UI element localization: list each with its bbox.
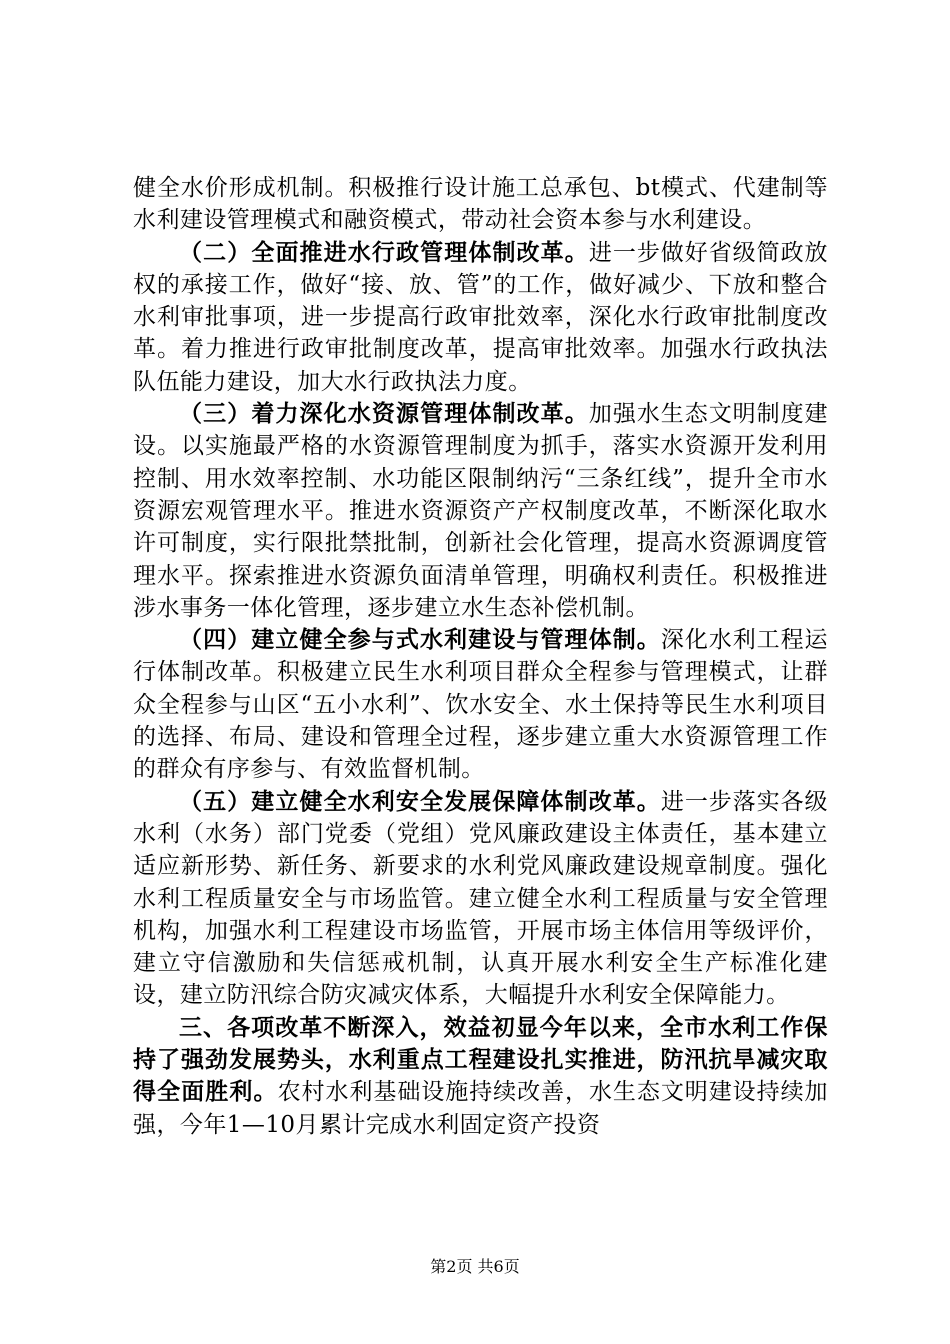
paragraph-6-text: 农村水利基础设施持续改善，水生态文明建设持续加强，今年1—10月累计完成水利固定资产投资 xyxy=(133,1079,828,1138)
paragraph-5 xyxy=(133,786,828,1012)
section-heading-5: （五）建立健全水利安全发展保障体制改革。 xyxy=(179,788,661,815)
document-body xyxy=(133,172,828,1141)
paragraph-3-text: 加强水生态文明制度建设。以实施最严格的水资源管理制度为抓手，落实水资源开发利用控制、用水效率控制、水功能区限制纳污“三条红线”，提升全市水资源宏观管理水平。推进水资源资产产权制度改革，不断深化取水许可制度，实行限批禁批制，创新社会化管理，提高水资源调度管理水平。探索推进水资源负面清单管理，明确权利责任。积极推进涉水事务一体化管理，逐步建立水生态补偿机制。 xyxy=(133,401,829,621)
paragraph-4 xyxy=(133,624,828,785)
paragraph-6 xyxy=(133,1012,828,1141)
paragraph-4-text: 深化水利工程运行体制改革。积极建立民生水利项目群众全程参与管理模式，让群众全程参与山区“五小水利”、饮水安全、水土保持等民生水利项目的选择、布局、建设和管理全过程，逐步建立重大水资源管理工作的群众有序参与、有效监督机制。 xyxy=(133,627,829,783)
paragraph-5-text: 进一步落实各级水利（水务）部门党委（党组）党风廉政建设主体责任，基本建立适应新形势、新任务、新要求的水利党风廉政建设规章制度。强化水利工程质量安全与市场监管。建立健全水利工程质量与安全管理机构，加强水利工程建设市场监管，开展市场主体信用等级评价，建立守信激励和失信惩戒机制，认真开展水利安全生产标准化建设，建立防汛综合防灾减灾体系，大幅提升水利安全保障能力。 xyxy=(133,788,829,1009)
paragraph-2 xyxy=(133,237,828,398)
section-heading-6: 三、各项改革不断深入，效益初显今年以来，全市水利工作保持了强劲发展势头，水利重点工程建设扎实推进，防汛抗旱减灾取得全面胜利。 xyxy=(133,1014,828,1106)
paragraph-1-text: 健全水价形成机制。积极推行设计施工总承包、bt模式、代建制等水利建设管理模式和融资模式，带动社会资本参与水利建设。 xyxy=(133,175,828,234)
section-heading-3: （三）着力深化水资源管理体制改革。 xyxy=(179,401,589,428)
section-heading-2: （二）全面推进水行政管理体制改革。 xyxy=(179,239,589,266)
page-footer: 第2页 共6页 xyxy=(430,1257,520,1276)
paragraph-3 xyxy=(133,398,828,624)
section-heading-4: （四）建立健全参与式水利建设与管理体制。 xyxy=(179,627,661,654)
paragraph-2-text: 进一步做好省级简政放权的承接工作，做好“接、放、管”的工作，做好减少、下放和整合水利审批事项，进一步提高行政审批效率，深化水行政审批制度改革。着力推进行政审批制度改革，提高审批效率。加强水行政执法队伍能力建设，加大水行政执法力度。 xyxy=(133,239,829,395)
paragraph-1 xyxy=(133,172,828,237)
